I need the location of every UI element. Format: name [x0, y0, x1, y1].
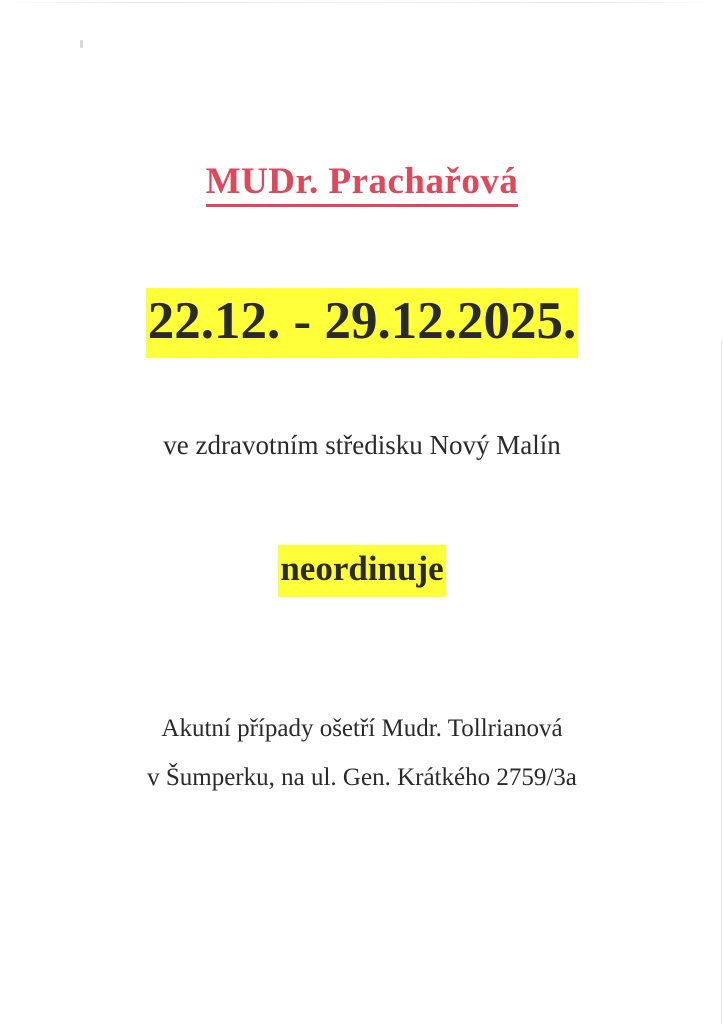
location-text: ve zdravotním středisku Nový Malín: [163, 430, 561, 460]
date-range-block: [0, 288, 724, 358]
acute-cases-line-2: v Šumperku, na ul. Gen. Krátkého 2759/3a: [147, 764, 577, 791]
doctor-name: MUDr. Prachařová: [206, 161, 519, 207]
scan-speck: [80, 40, 83, 48]
doctor-heading: [0, 160, 724, 203]
status-text: neordinuje: [278, 545, 445, 597]
acute-cases-line-1: Akutní případy ošetří Mudr. Tollrianová: [161, 715, 563, 742]
scan-edge-top: [0, 2, 724, 3]
date-range: 22.12. - 29.12.2025.: [146, 288, 578, 358]
status-block: [0, 545, 724, 597]
